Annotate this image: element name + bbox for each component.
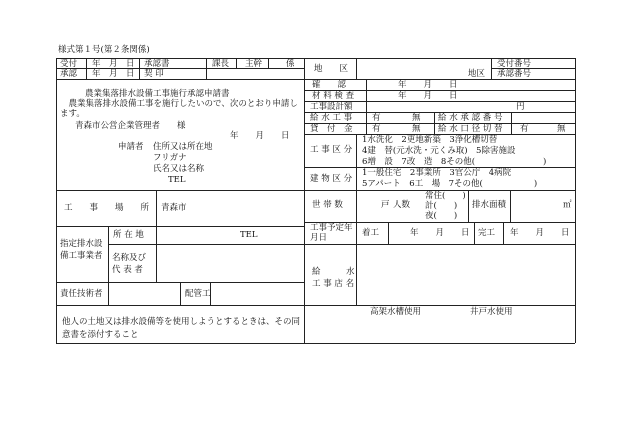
kakunin-date: 年 月 日 [398,80,458,90]
plumber-label: 配管工 [185,289,211,299]
kubun-line2: 4建 替(元水洗・元くみ取) 5除害施設 [362,146,516,156]
application-lead: 農業集落排水設備工事を施行したいので、次のとおり申請します。 [60,99,298,119]
kashitsuke-yes: 有 [372,124,381,134]
engineer-label: 責任技術者 [60,289,103,299]
rule [304,244,575,245]
tatemono-line1: 1一般住宅 2事業所 3官公庁 4病院 [362,168,512,178]
rule [366,112,367,134]
rule [139,58,140,79]
rule [86,58,87,79]
rule [366,101,367,112]
rule [268,58,269,68]
rule [356,58,357,79]
rule [356,244,357,305]
kashitsuke-label: 貸 付 金 [310,124,353,134]
rule [206,58,207,79]
application-title: 農業集落排水設備工事施行承認申請書 [85,89,230,99]
juketsu-date: 年 月 日 [92,59,135,69]
kashitsuke-no: 無 [412,124,421,134]
rule [575,58,576,343]
note-text: 他人の土地又は排水設備等を使用しようとするときは、その同意書を添付すること [62,317,301,340]
rule [511,112,512,134]
kyusui-kei-no: 無 [557,124,566,134]
kacho-label: 課長 [212,59,230,69]
rule [356,190,357,222]
addressee: 青森市公営企業管理者 様 [75,121,186,131]
rule [56,343,575,344]
kyusui-label: 給 水 工 事 [310,113,353,123]
kei-value: 計( ) [425,201,458,211]
rule [236,58,237,68]
kubun-line1: 1水洗化 2更地新築 3浄化槽切替 [362,135,498,145]
contractor-location-label: 所 在 地 [113,230,144,240]
kanko-label: 完工 [478,228,496,238]
rule [388,222,389,244]
kanko-date: 年 月 日 [510,228,570,238]
kakunin-label: 確 認 [312,80,347,90]
juketsu-label: 受付 [60,59,78,69]
sekkei-gaku-label: 工事設計額 [310,102,353,112]
kubun-label: 工 事 区 分 [310,145,353,155]
shonin-label: 承認 [60,69,78,79]
jinzu-label: 人数 [393,200,411,210]
ido-label: 井戸水使用 [470,307,513,317]
rule [108,282,109,305]
ko-unit: 戸 [381,200,390,210]
rule [156,226,157,282]
contractor-tel: TEL [240,230,258,240]
kyusui-yes: 有 [372,113,381,123]
rule [503,222,504,244]
rule [56,190,304,191]
rule [56,226,304,227]
site-label: 工 事 場 所 [64,203,150,213]
furigana-label: フリガナ [153,153,187,163]
site-value: 青森市 [161,203,187,213]
shukan-label: 主幹 [245,59,263,69]
keiyaku-label: 契 印 [144,69,164,79]
yotei-label: 工事予定年月日 [310,223,353,243]
m2-unit: ㎡ [563,200,572,210]
kyusui-kei-yes: 有 [520,124,529,134]
yakan-value: 夜( ) [425,211,458,221]
applicant-label: 申請者 [118,142,144,152]
uketsuke-no-label: 受付番号 [497,59,532,69]
kubun-line3: 6増 設 7改 造 8その他( ) [362,157,547,167]
kyusui-ten-label: 給 水工 事 店 名 [312,267,355,289]
chiku-suffix: 地区 [468,69,486,79]
shonin-no-label: 承認番号 [497,69,532,79]
application-date: 年 月 日 [230,131,290,141]
yen-unit: 円 [516,102,525,112]
kyusui-no-label: 給 水 承 認 番 号 [438,113,503,123]
rule [468,190,469,222]
kyusui-no: 無 [412,113,421,123]
rule [510,190,511,222]
rule [56,58,57,343]
contractor-name-rep-label: 名称及び代 表 者 [112,253,147,275]
rule [180,282,181,305]
shonin-sho-label: 承認書 [144,59,170,69]
kyusui-kei-label: 給 水 口 径 切 替 [438,124,503,134]
rule [434,112,435,134]
rule [366,79,367,101]
form-number: 様式第１号(第２条関係) [58,45,150,55]
contractor-label: 指定排水設備工事業者 [60,239,103,261]
rule [474,222,475,244]
shonin-date: 年 月 日 [92,69,135,79]
setai-label: 世 帯 数 [312,200,343,210]
chakko-date: 年 月 日 [410,228,470,238]
name-label: 氏名又は名称 [153,164,205,174]
chiku-label: 地 区 [314,64,349,74]
chakko-label: 着工 [362,228,380,238]
koka-label: 高架水槽使用 [370,307,422,317]
rule [108,244,304,245]
rule [56,305,575,306]
zairyo-label: 材 料 検 査 [312,91,355,101]
applicant-tel: TEL [168,175,186,185]
zairyo-date: 年 月 日 [398,91,458,101]
haisui-menseki-label: 排水面積 [472,200,507,210]
tatemono-label: 建 物 区 分 [310,174,353,184]
rule [356,134,357,190]
address-label: 住所又は所在地 [153,142,213,152]
rule [156,190,157,226]
jochu-value: 常住( ) [425,191,466,201]
rule [108,226,109,282]
rule [304,58,575,59]
rule [356,222,357,244]
kakari-label: 係 [286,59,295,69]
tatemono-line2: 5アパート 6工 場 7その他( ) [362,179,538,189]
